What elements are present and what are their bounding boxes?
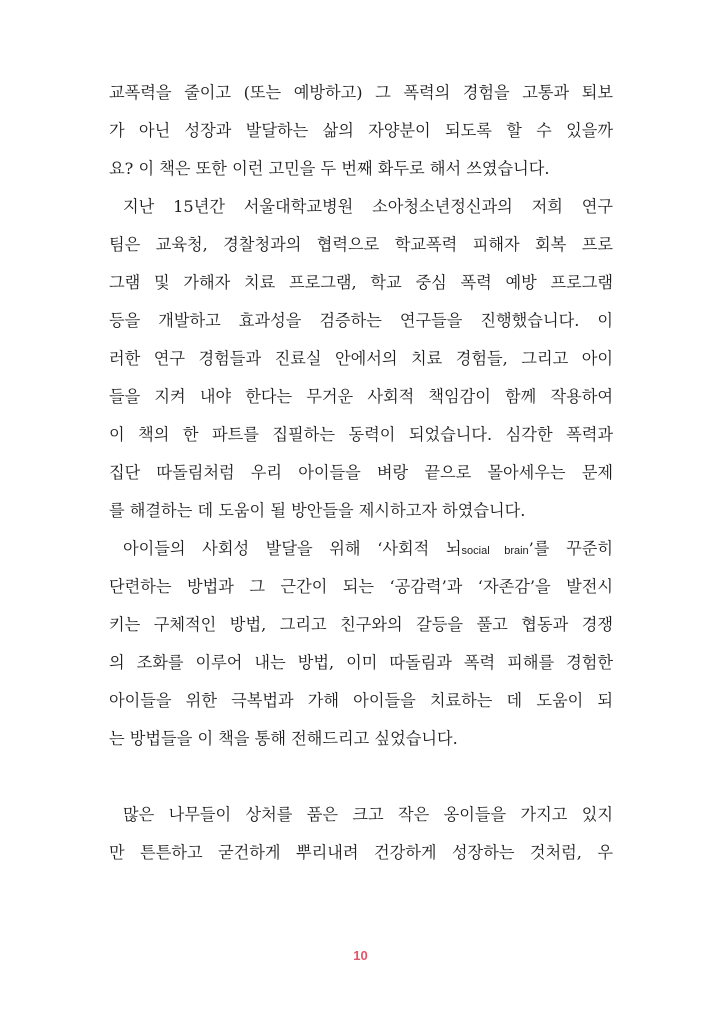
text-line: 러한 연구 경험들과 진료실 안에서의 치료 경험들, 그리고 아이	[109, 349, 613, 368]
text-line: 등을 개발하고 효과성을 검증하는 연구들을 진행했습니다. 이	[109, 311, 613, 330]
english-term: social brain	[461, 545, 529, 557]
text-segment: 아이들의 사회성 발달을 위해 ‘사회적 뇌	[123, 539, 462, 558]
text-line: 이 책의 한 파트를 집필하는 동력이 되었습니다. 심각한 폭력과	[109, 425, 613, 444]
text-line: 많은 나무들이 상처를 품은 크고 작은 옹이들을 가지고 있지	[123, 805, 613, 824]
text-line: 가 아닌 성장과 발달하는 삶의 자양분이 되도록 할 수 있을까	[109, 121, 613, 140]
text-line: 단련하는 방법과 그 근간이 되는 ‘공감력’과 ‘자존감’을 발전시	[109, 577, 613, 596]
text-line: 교폭력을 줄이고 (또는 예방하고) 그 폭력의 경험을 고통과 퇴보	[109, 83, 613, 102]
page-number: 10	[353, 948, 368, 963]
text-line: 팀은 교육청, 경찰청과의 협력으로 학교폭력 피해자 회복 프로	[109, 235, 613, 254]
text-line: 아이들을 위한 극복법과 가해 아이들을 치료하는 데 도움이 되	[109, 691, 613, 710]
text-line: 그램 및 가해자 치료 프로그램, 학교 중심 폭력 예방 프로그램	[109, 273, 613, 292]
text-line: 집단 따돌림처럼 우리 아이들을 벼랑 끝으로 몰아세우는 문제	[109, 463, 613, 482]
text-line	[109, 530, 613, 568]
text-line: 의 조화를 이루어 내는 방법, 이미 따돌림과 폭력 피해를 경험한	[109, 653, 613, 672]
text-segment: ’를 꾸준히	[528, 539, 614, 558]
text-line: 지난 15년간 서울대학교병원 소아청소년정신과의 저희 연구	[123, 197, 613, 216]
paragraph-gap	[109, 758, 613, 796]
text-line: 키는 구체적인 방법, 그리고 친구와의 갈등을 풀고 협동과 경쟁	[109, 615, 613, 634]
text-line: 들을 지켜 내야 한다는 무거운 사회적 책임감이 함께 작용하여	[109, 387, 613, 406]
body-text	[109, 74, 613, 872]
text-line: 요? 이 책은 또한 이런 고민을 두 번째 화두로 해서 쓰였습니다.	[109, 159, 550, 178]
text-line: 를 해결하는 데 도움이 될 방안들을 제시하고자 하였습니다.	[109, 501, 526, 520]
text-line: 만 튼튼하고 굳건하게 뿌리내려 건강하게 성장하는 것처럼, 우	[109, 843, 613, 862]
text-line: 는 방법들을 이 책을 통해 전해드리고 싶었습니다.	[109, 729, 458, 748]
